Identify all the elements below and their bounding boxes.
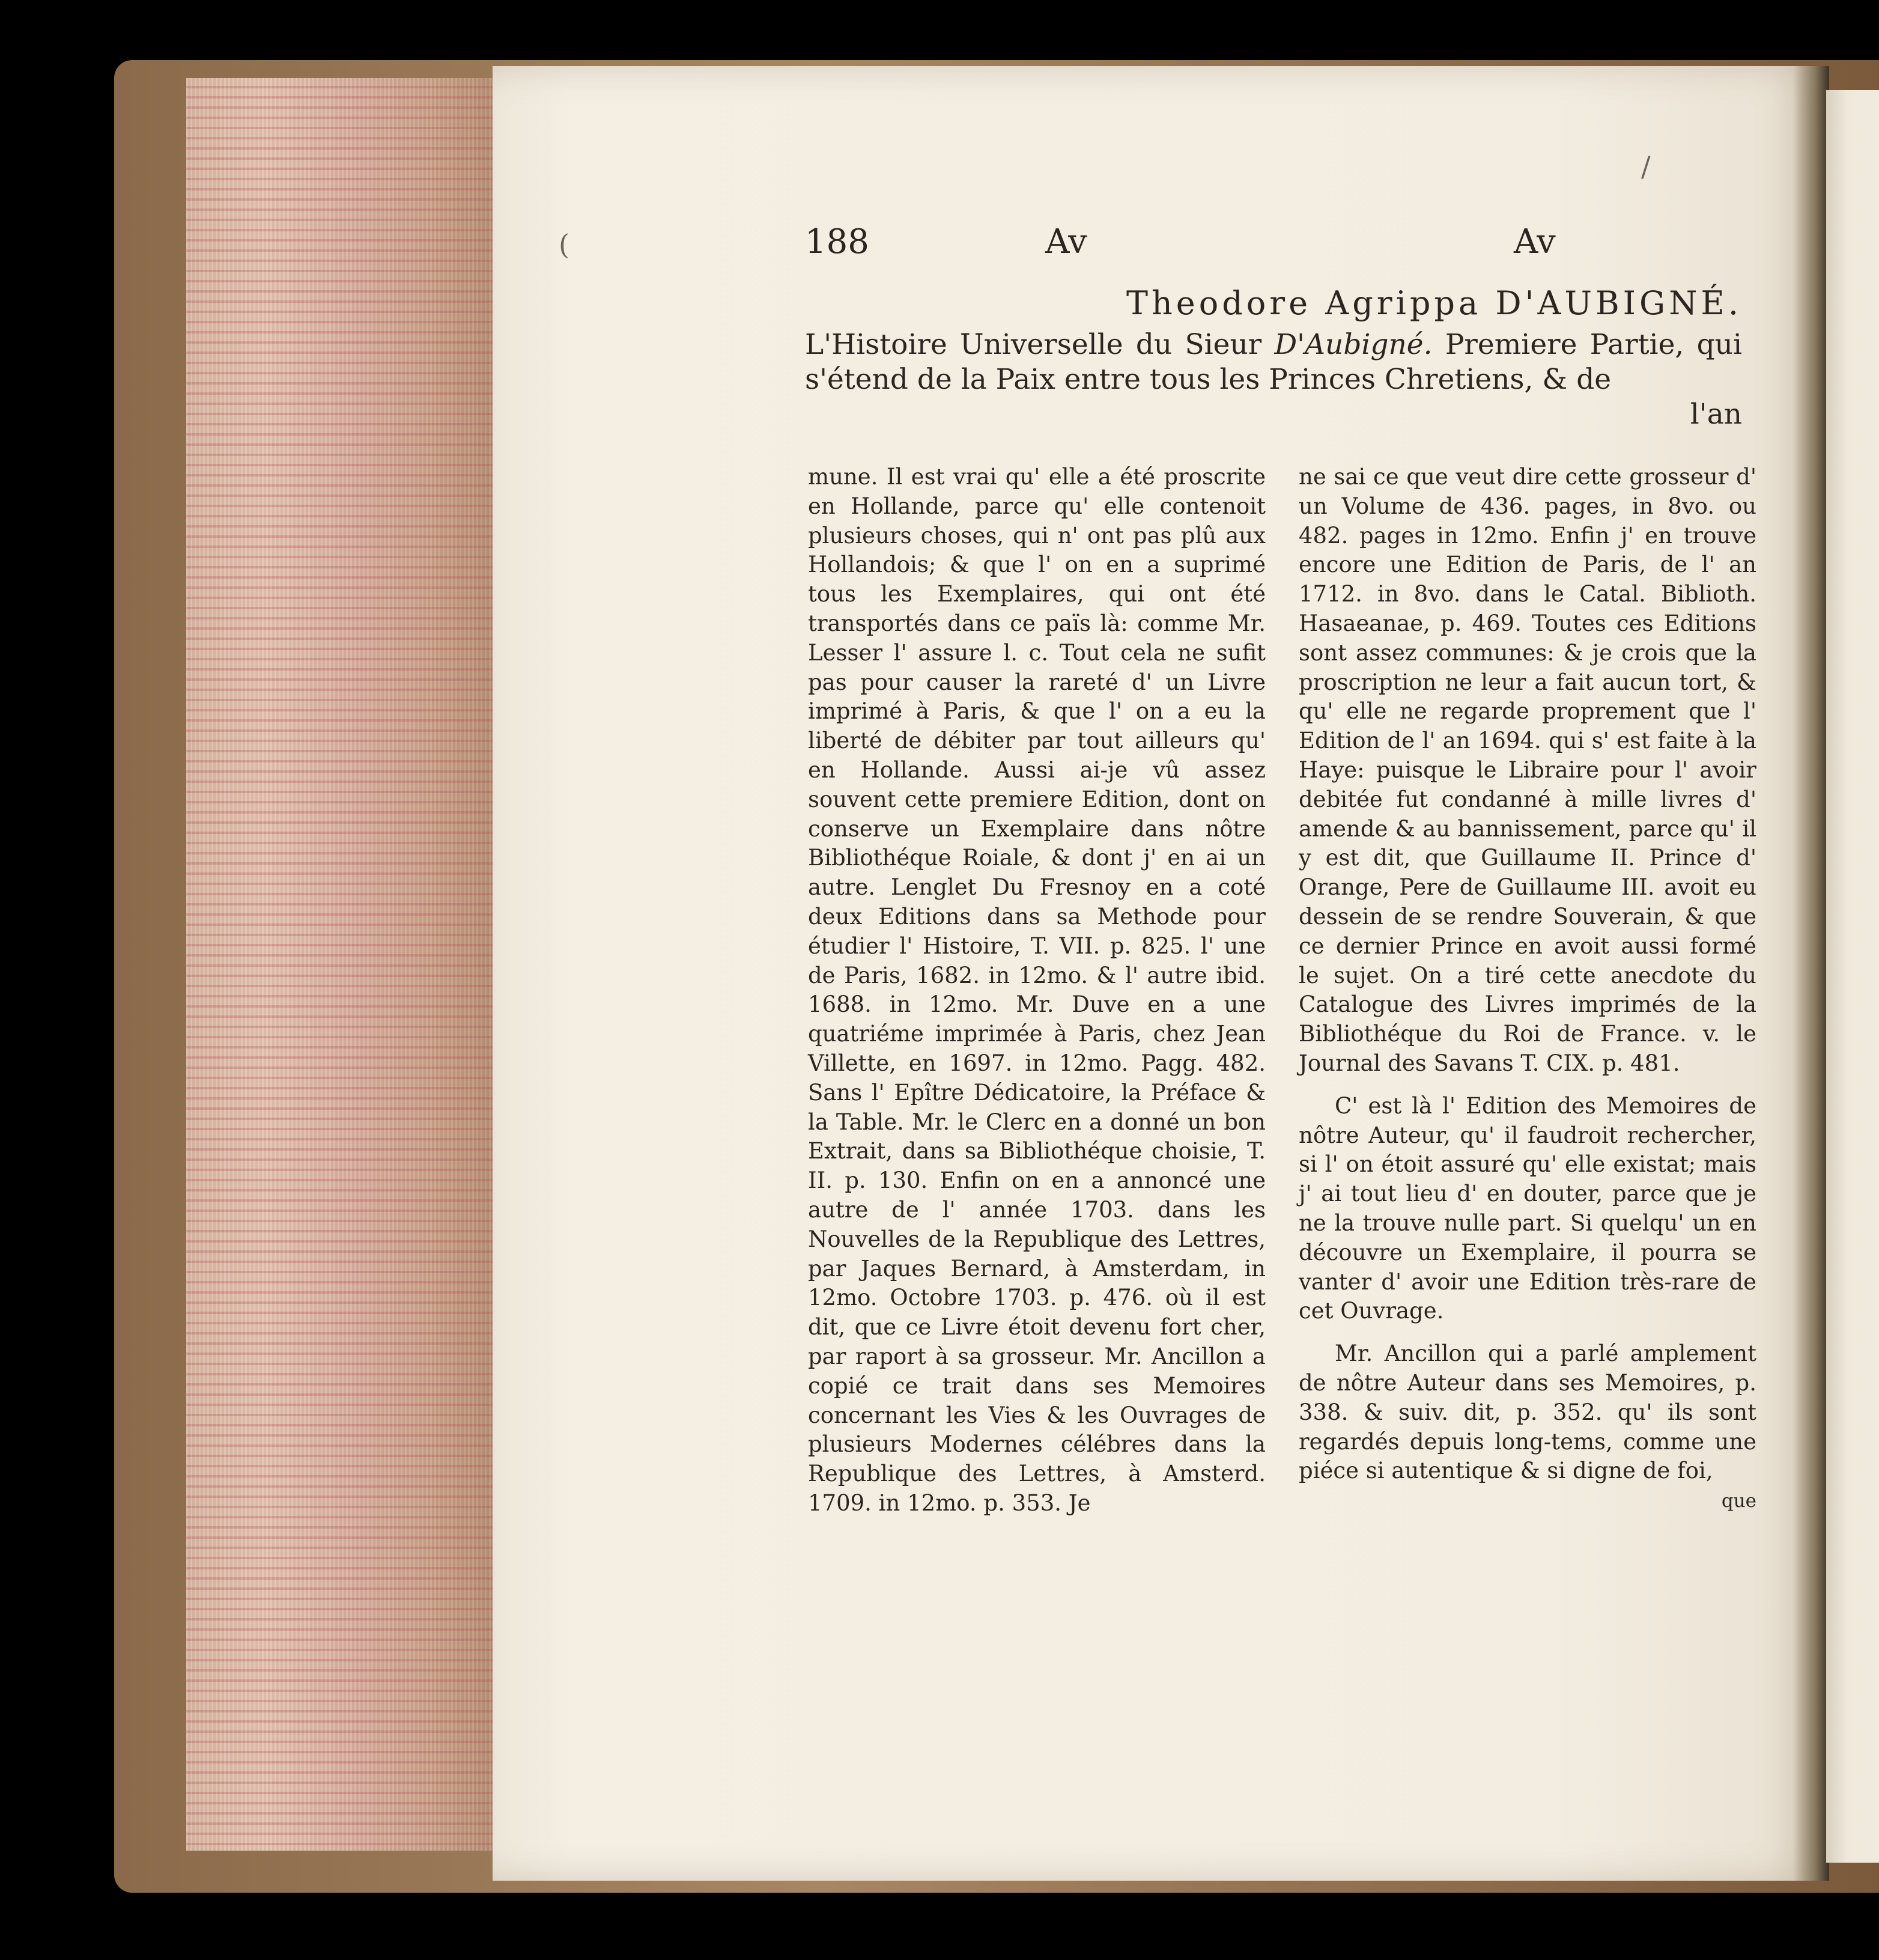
catchword: que <box>1721 1490 1756 1512</box>
page-number: 188 <box>805 222 869 261</box>
paragraph-2: C' est là l' Edition des Memoires de nôtre Auteur, qu' il faudroit rechercher, si l' on étoit assuré qu' elle existat; mais j' ai tout lieu d' en douter, parce que je ne la trouve nulle part. Si quelqu' un en découvre un Exemplaire, il pourra se vanter d' avoir une Edition très-rare de cet Ouvrage. <box>1299 1092 1756 1324</box>
entry-author: Theodore Agrippa D'AUBIGNÉ. <box>1126 284 1742 322</box>
column-left-text: mune. Il est vrai qu' elle a été proscrite en Hollande, parce qu' elle contenoit plusieurs choses, qui n' ont pas plû aux Hollandois; & que l' on en a suprimé tous les Exemplaires, qui ont été transportés dans ce païs là: comme Mr. Lesser l' assure l. c. Tout cela ne sufit pas pour causer la rareté d' un Livre imprimé à Paris, & que l' on a eu la liberté de débiter par tout ailleurs qu' en Hollande. Aussi ai-je vû assez souvent cette premiere Edition, dont on conserve un Exemplaire dans nôtre Bibliothéque Roiale, & dont j' en ai un autre. Lenglet Du Fresnoy en a coté deux Editions dans sa Methode pour étudier l' Histoire, T. VII. p. 825. l' une de Paris, 1682. in 12mo. & l' autre ibid. 1688. in 12mo. Mr. Duve en a une quatriéme imprimée à Paris, chez Jean Villette, en 1697. in 12mo. Pagg. 482. Sans l' Epître Dédicatoire, la Préface & la Table. Mr. le Clerc en a donné un bon Extrait, dans sa Bibliothéque choisie, T. II. p. 130. Enfin on en a annoncé une autre de l' année 1703. dans les Nouvelles de la Republique des Lettres, par Jaques Bernard, à Amsterdam, in 12mo. Octobre 1703. p. 476. où il est dit, que ce Livre étoit devenu fort cher, par raport à sa grosseur. Mr. Ancillon a copié ce trait dans ses Memoires concernant les Vies & les Ouvrages de plusieurs Modernes célébres dans la Republique des Lettres, à Amsterd. 1709. in 12mo. p. 353. Je <box>808 464 1266 1516</box>
title-rest: Premiere Partie, qui s'étend de la Paix entre tous les Princes Chretiens, & de <box>805 328 1742 396</box>
title-name: D'Aubigné. <box>1274 328 1433 361</box>
title-prefix: L'Histoire Universelle du Sieur <box>805 328 1262 361</box>
title-end: l'an <box>1690 398 1742 431</box>
running-head-left: Av <box>1045 222 1087 261</box>
page-edges <box>186 78 500 1851</box>
column-left <box>808 463 1266 1518</box>
pencil-mark-icon: ( <box>559 228 569 261</box>
paragraph-3: Mr. Ancillon qui a parlé amplement de nôtre Auteur dans ses Memoires, p. 338. & suiv. dit, p. 352. qu' ils sont regardés depuis long-tems, comme une piéce si autentique & si digne de foi, <box>1299 1341 1756 1484</box>
pencil-mark-icon: / <box>1641 150 1651 183</box>
running-head <box>805 222 1742 270</box>
running-head-right: Av <box>1514 222 1556 261</box>
column-right <box>1299 463 1756 1516</box>
page-gutter <box>1793 66 1829 1881</box>
entry-title <box>805 327 1742 432</box>
paragraph-1: ne sai ce que veut dire cette grosseur d' un Volume de 436. pages, in 8vo. ou 482. pages in 12mo. Enfin j' en trouve encore une Edition de Paris, de l' an 1712. in 8vo. dans le Catal. Biblioth. Hasaeanae, p. 469. Toutes ces Editions sont assez communes: & je crois que la proscription ne leur a fait aucun tort, & qu' elle ne regarde proprement que l' Edition de l' an 1694. qui s' est faite à la Haye: puisque le Libraire pour l' avoir debitée fut condanné à mille livres d' amende & au bannissement, parce qu' il y est dit, que Guillaume II. Prince d' Orange, Pere de Guillaume III. avoit eu dessein de se rendre Souverain, & que ce dernier Prince en avoit aussi formé le sujet. On a tiré cette anecdote du Catalogue des Livres imprimés de la Bibliothéque du Roi de France. v. le Journal des Savans T. CIX. p. 481. <box>1299 464 1756 1076</box>
facing-page-edge <box>1826 90 1879 1863</box>
